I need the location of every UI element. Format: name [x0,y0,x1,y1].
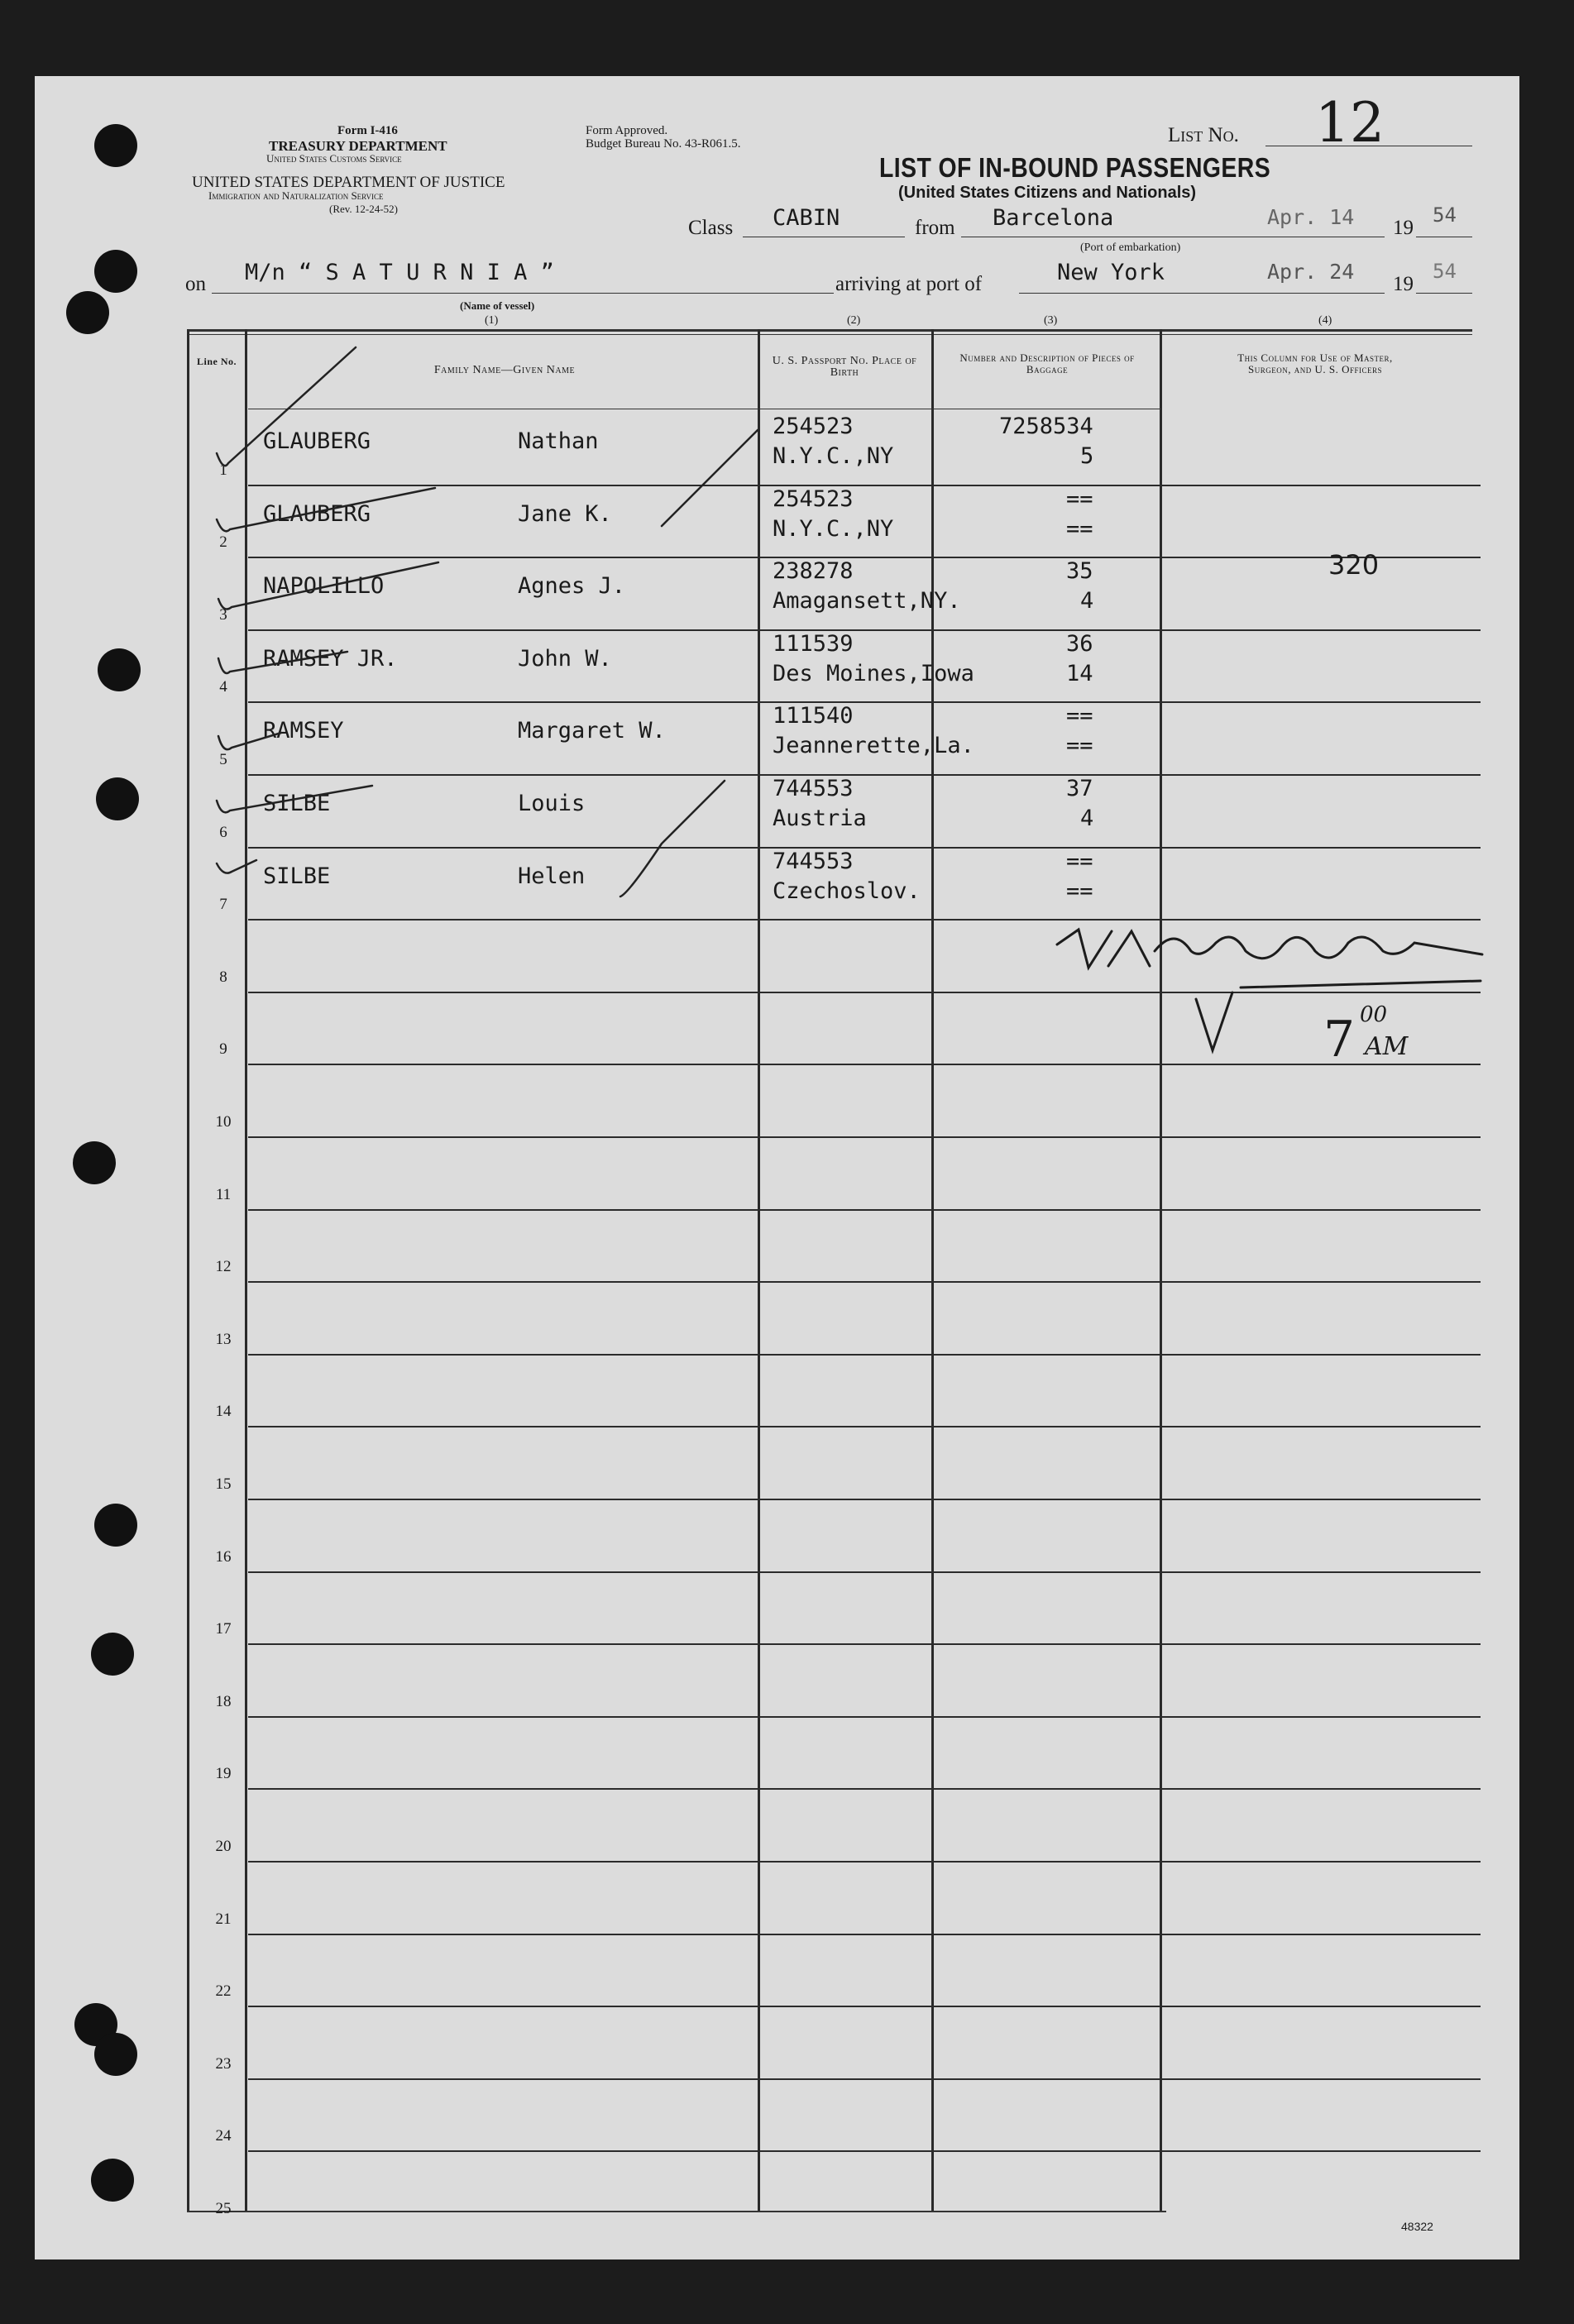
col-num-3: (3) [1044,314,1058,327]
line-number: 18 [215,1693,232,1710]
arrival-port: New York [1057,260,1165,285]
slash-mark [662,430,758,526]
line-number: 3 [219,606,227,624]
place-of-birth: N.Y.C.,NY [773,516,894,542]
page-title: LIST OF IN-BOUND PASSENGERS [879,152,1271,183]
place-of-birth: Austria [773,806,867,831]
budget-bureau: Budget Bureau No. 43-R061.5. [586,137,741,151]
check-mark [218,562,438,609]
form-approved: Form Approved. [586,124,668,137]
officer-note: 320 [1328,549,1380,581]
check-mark [217,786,372,812]
check-mark [217,488,435,531]
baggage-number: == [1066,849,1093,874]
customs-service: United States Customs Service [266,152,402,165]
list-number: 12 [1315,91,1385,155]
line-number: 15 [215,1475,232,1493]
baggage-pieces: 4 [1080,806,1094,831]
baggage-pieces: == [1066,516,1093,542]
arriving-label: arriving at port of [835,273,983,295]
signature-tick [1196,992,1232,1050]
list-no-label: List No. [1168,124,1239,146]
header-line-no: Line No. [196,356,237,367]
line-number: 23 [215,2055,232,2073]
form-number: Form I-416 [337,124,398,137]
passport-number: 254523 [773,486,854,512]
baggage-number: 35 [1066,558,1093,584]
col-num-1: (1) [485,314,499,327]
page-subtitle: (United States Citizens and Nationals) [898,184,1197,202]
baggage-pieces: == [1066,733,1093,758]
line-number: 7 [219,896,227,913]
given-name: Louis [518,791,586,816]
from-label: from [915,217,955,239]
signature-sup: 00 [1360,1002,1388,1027]
line-number: 25 [215,2200,232,2217]
signature-sub: AM [1365,1032,1409,1061]
class-value: CABIN [773,205,840,231]
baggage-pieces: 14 [1066,661,1093,686]
line-number: 19 [215,1765,232,1782]
check-mark [217,347,356,466]
baggage-number: 36 [1066,631,1093,657]
place-of-birth: Czechoslov. [773,878,921,904]
signature-initial: 7 [1323,1011,1356,1069]
passport-number: 254523 [773,414,854,439]
line-number: 24 [215,2127,232,2145]
line-number: 12 [215,1258,232,1275]
signature-scrawl [1057,930,1482,968]
port-of-embarkation: Barcelona [993,205,1114,231]
arrival-year: 54 [1433,260,1457,283]
line-number: 16 [215,1548,232,1566]
slash-mark [620,781,725,897]
ins-service: Immigration and Naturalization Service [208,189,384,202]
line-number: 8 [219,968,227,986]
family-name: SILBE [263,791,331,816]
line-number: 2 [219,533,227,551]
line-number: 4 [219,678,227,696]
arrival-date: Apr. 24 [1267,260,1355,284]
line-number: 22 [215,1982,232,2000]
header-officers: This Column for Use of Master, Surgeon, and U. S. Officers [1237,351,1393,375]
family-name: GLAUBERG [263,501,371,527]
baggage-number: 7258534 [999,414,1093,439]
treasury-department: TREASURY DEPARTMENT [269,138,447,154]
line-number: 10 [215,1113,232,1131]
departure-year-prefix: 19 [1393,217,1414,239]
on-label: on [185,273,206,295]
line-number: 11 [215,1186,232,1203]
revision-date: (Rev. 12-24-52) [329,203,398,215]
passport-number: 111540 [773,703,854,729]
port-embarkation-note: (Port of embarkation) [1080,241,1181,254]
passport-number: 744553 [773,849,854,874]
given-name: Helen [518,863,586,889]
baggage-pieces: 5 [1080,443,1094,469]
family-name: GLAUBERG [263,428,371,454]
departure-year: 54 [1433,203,1457,227]
signature-underline [1241,981,1481,987]
line-number: 6 [219,824,227,841]
given-name: Nathan [518,428,599,454]
family-name: RAMSEY JR. [263,646,398,672]
passport-number: 111539 [773,631,854,657]
vessel-note: (Name of vessel) [460,299,535,312]
line-number: 17 [215,1620,232,1638]
header-baggage: Number and Description of Pieces of Baggage [959,351,1135,375]
place-of-birth: Des Moines,Iowa [773,661,974,686]
place-of-birth: N.Y.C.,NY [773,443,894,469]
line-number: 9 [219,1040,227,1058]
col-num-4: (4) [1318,314,1332,327]
line-number: 1 [219,461,227,479]
given-name: Margaret W. [518,718,666,744]
given-name: Jane K. [518,501,612,527]
check-mark [217,860,256,873]
baggage-number: == [1066,703,1093,729]
form-code: 48322 [1401,2220,1433,2233]
line-number: 13 [215,1331,232,1348]
col-num-2: (2) [847,314,861,327]
check-mark [218,733,281,749]
arrival-year-prefix: 19 [1393,273,1414,295]
passport-number: 744553 [773,776,854,801]
place-of-birth: Jeannerette,La. [773,733,974,758]
vessel-name: M/n “ S A T U R N I A ” [245,260,554,285]
family-name: RAMSEY [263,718,344,744]
line-number: 21 [215,1910,232,1928]
line-number: 20 [215,1838,232,1855]
line-number: 5 [219,751,227,768]
check-mark [218,652,347,673]
baggage-number: == [1066,486,1093,512]
given-name: Agnes J. [518,573,626,599]
given-name: John W. [518,646,612,672]
header-passport: U. S. Passport No. Place of Birth [772,355,917,379]
header-name: Family Name—Given Name [433,364,576,376]
place-of-birth: Amagansett,NY. [773,588,961,614]
baggage-pieces: 4 [1080,588,1094,614]
baggage-number: 37 [1066,776,1093,801]
passport-number: 238278 [773,558,854,584]
justice-department: UNITED STATES DEPARTMENT OF JUSTICE [192,174,505,191]
family-name: SILBE [263,863,331,889]
departure-date: Apr. 14 [1267,205,1355,229]
baggage-pieces: == [1066,878,1093,904]
family-name: NAPOLILLO [263,573,385,599]
class-label: Class [688,217,734,239]
line-number: 14 [215,1403,232,1420]
